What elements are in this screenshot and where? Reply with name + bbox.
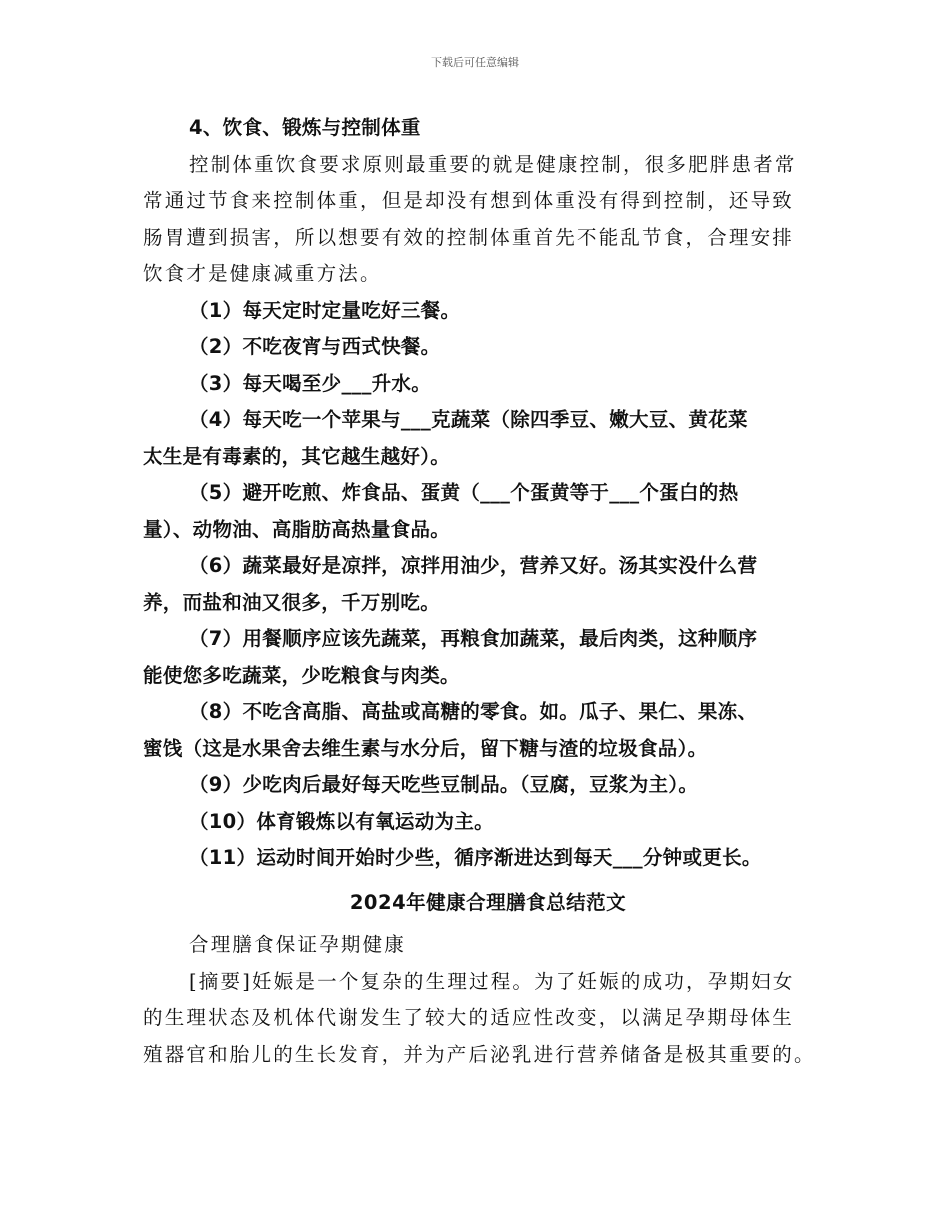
paragraph-line: 控制体重饮食要求原则最重要的就是健康控制，很多肥胖患者常 [189, 152, 797, 176]
list-item: （6）蔬菜最好是凉拌，凉拌用油少，营养又好。汤其实没什么营 [189, 554, 758, 577]
list-item-continuation: 养，而盐和油又很多，千万别吃。 [143, 590, 441, 614]
paragraph-line: [摘要]妊娠是一个复杂的生理过程。为了妊娠的成功，孕期妇女 [189, 969, 795, 993]
intro-paragraph [143, 147, 833, 293]
document-body [143, 110, 833, 1073]
list-item: （10）体育锻炼以有氧运动为主。 [189, 809, 494, 833]
list-item-continuation: 能使您多吃蔬菜，少吃粮食与肉类。 [143, 663, 460, 687]
article-subtitle: 合理膳食保证孕期健康 [189, 933, 407, 956]
list-item: （11）运动时间开始时少些，循序渐进达到每天___分钟或更长。 [189, 846, 762, 869]
section-heading: 4、饮食、锻炼与控制体重 [189, 116, 421, 139]
list-item: （2）不吃夜宵与西式快餐。 [189, 335, 441, 358]
abstract-paragraph [143, 964, 833, 1074]
list-item-continuation: 蜜饯（这是水果舍去维生素与水分后，留下糖与渣的垃圾食品）。 [143, 736, 708, 760]
list-item-continuation: 量）、动物油、高脂肪高热量食品。 [143, 517, 451, 541]
list-item-continuation: 太生是有毒素的，其它越生越好）。 [143, 444, 451, 468]
paragraph-line: 的生理状态及机体代谢发生了较大的适应性改变，以满足孕期母体生 [143, 1006, 795, 1029]
list-item: （7）用餐顺序应该先蔬菜，再粮食加蔬菜，最后肉类，这种顺序 [189, 627, 758, 650]
list-item: （8）不吃含高脂、高盐或高糖的零食。如。瓜子、果仁、果冻、 [189, 700, 758, 723]
list-item: （1）每天定时定量吃好三餐。 [189, 298, 461, 322]
diet-list [143, 293, 833, 877]
list-item: （3）每天喝至少___升水。 [189, 371, 432, 395]
list-item: （9）少吃肉后最好每天吃些豆制品。（豆腐，豆浆为主）。 [189, 773, 699, 796]
list-item: （4）每天吃一个苹果与___克蔬菜（除四季豆、嫩大豆、黄花菜 [189, 408, 748, 431]
paragraph-line: 常通过节食来控制体重，但是却没有想到体重没有得到控制，还导致 [143, 189, 795, 212]
page-header-note: 下载后可任意编辑 [431, 56, 519, 69]
article-title: 2024年健康合理膳食总结范文 [349, 890, 627, 914]
paragraph-line: 殖器官和胎儿的生长发育，并为产后泌乳进行营养储备是极其重要的。 [143, 1042, 816, 1066]
paragraph-line: 肠胃遭到损害，所以想要有效的控制体重首先不能乱节食，合理安排 [143, 225, 795, 249]
list-item: （5）避开吃煎、炸食品、蛋黄（___个蛋黄等于___个蛋白的热 [189, 481, 739, 504]
paragraph-line: 饮食才是健康减重方法。 [143, 262, 382, 285]
